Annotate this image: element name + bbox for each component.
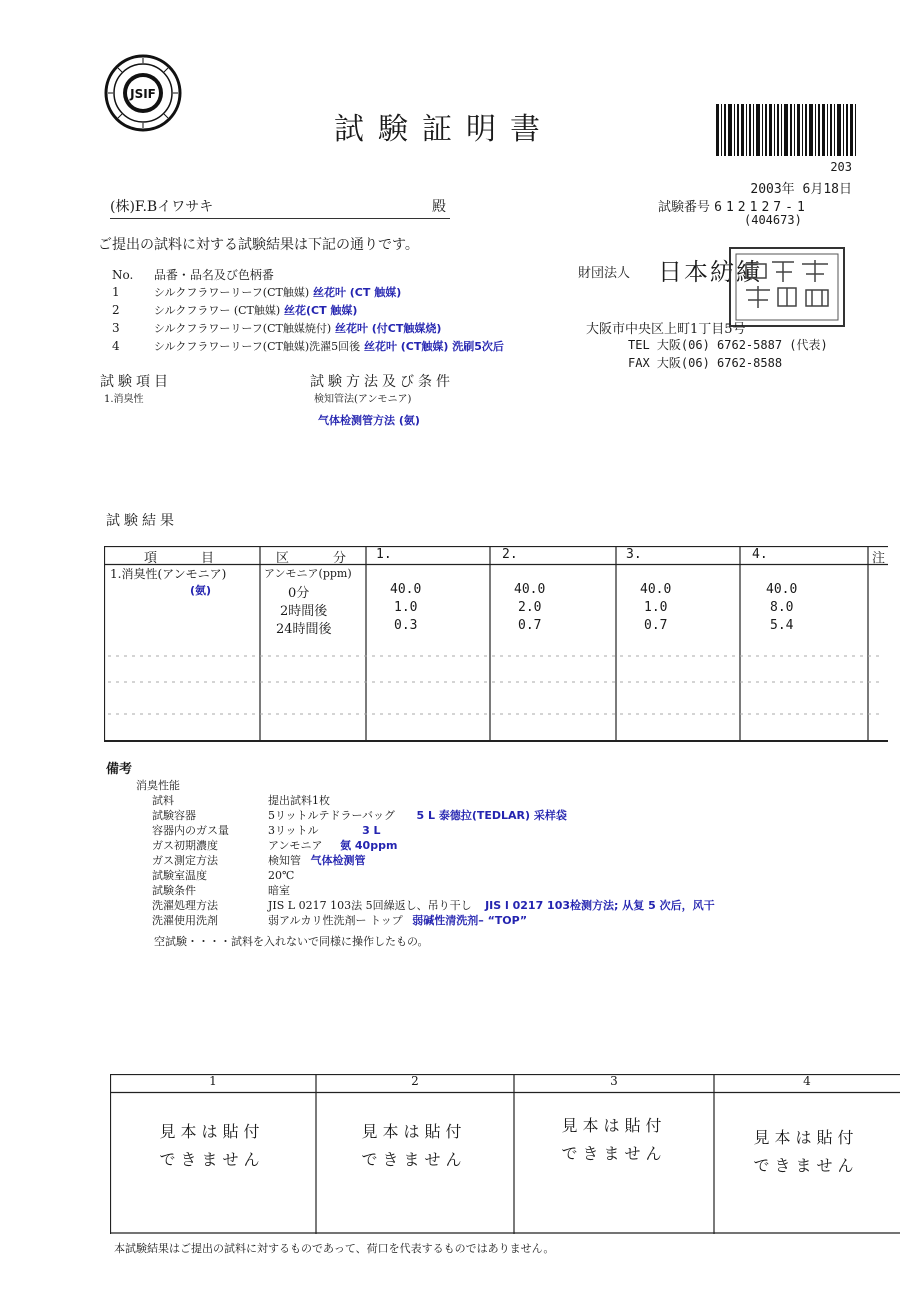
remark-label: 試験容器	[152, 809, 196, 822]
result-value: 40.0	[390, 582, 422, 597]
sample-col-1: 1	[209, 1074, 217, 1088]
sample-items-list	[112, 266, 504, 356]
remark-row	[152, 852, 715, 867]
test-method-zh: 气体检测管方法 (氨)	[318, 414, 420, 427]
seal-text: JSIF	[130, 87, 156, 101]
remark-row	[152, 822, 715, 837]
sample-line1: 見本は貼付	[561, 1116, 667, 1135]
remark-zh-right: 氨 40ppm	[340, 839, 398, 852]
result-value: 40.0	[766, 582, 798, 597]
remark-value: 検知管	[268, 854, 301, 867]
sample-line2: できません	[159, 1150, 265, 1169]
addressee-honorific: 殿	[432, 199, 446, 215]
list-item	[112, 284, 504, 302]
list-item	[112, 302, 504, 320]
org-fax: FAX 大阪(06) 6762-8588	[628, 356, 783, 370]
remark-row	[152, 792, 715, 807]
sample-cell-3	[516, 1112, 712, 1168]
item-name-jp: シルクフラワーリーフ(CT触媒焼付)	[153, 322, 332, 335]
remark-value: 暗室	[268, 884, 290, 897]
item-name-zh: 丝花(CT 触媒)	[284, 304, 358, 317]
test-item-value: 1.消臭性	[104, 394, 144, 405]
org-label: 財団法人	[578, 266, 631, 281]
org-name: 日本紡績	[658, 258, 762, 286]
remark-label: ガス初期濃度	[152, 839, 218, 852]
remark-value: 提出試料1枚	[268, 794, 330, 807]
result-value: 1.0	[644, 600, 668, 615]
result-value: 0.7	[518, 618, 542, 633]
item-no: 2	[112, 303, 120, 317]
test-method-heading: 試験方法及び条件	[310, 374, 454, 390]
remark-row	[152, 912, 715, 927]
document-title: 試験証明書	[334, 112, 554, 147]
result-value: 40.0	[514, 582, 546, 597]
org-tel: TEL 大阪(06) 6762-5887 (代表)	[628, 338, 828, 352]
test-number-label: 試験番号	[658, 200, 711, 215]
result-item-name: 1.消臭性(アンモニア)	[110, 567, 227, 581]
item-no: 4	[112, 339, 120, 353]
remark-label: ガス測定方法	[152, 854, 218, 867]
document-number: 203	[830, 160, 852, 174]
col-div-header: 区 分	[276, 551, 353, 566]
remark-zh-right: 5 L 泰德拉(TEDLAR) 采样袋	[416, 809, 567, 822]
col-header-1: 1.	[376, 547, 392, 562]
col-header-2: 2.	[502, 547, 518, 562]
test-method-value: 検知管法(アンモニア)	[314, 394, 412, 405]
remark-value: 5リットルテドラーバッグ	[268, 809, 396, 822]
remarks-title: 消臭性能	[136, 779, 180, 792]
footer-disclaimer: 本試験結果はご提出の試料に対するものであって、荷口を代表するものではありません。	[114, 1242, 555, 1255]
remark-label: 洗濯使用洗剤	[152, 914, 218, 927]
issue-date: 2003年 6月18日	[750, 182, 852, 197]
result-item-zh: (氨)	[190, 584, 212, 597]
remark-zh-right: 3 L	[362, 824, 381, 837]
result-value: 40.0	[640, 582, 672, 597]
remark-row	[152, 867, 715, 882]
sample-line1: 見本は貼付	[361, 1122, 467, 1141]
col-item-header: 項 目	[144, 551, 221, 566]
results-heading: 試験結果	[106, 513, 178, 529]
remark-row	[152, 882, 715, 897]
remarks-heading: 備考	[106, 762, 133, 777]
certification-seal	[104, 54, 182, 132]
test-sub-number: (404673)	[744, 213, 802, 227]
results-table	[104, 546, 888, 742]
result-unit: アンモニア(ppm)	[264, 567, 352, 580]
remark-label: 洗濯処理方法	[152, 899, 218, 912]
remark-value: 20℃	[268, 869, 295, 882]
item-name-zh: 丝花叶 (CT触媒) 洗刷5次后	[363, 340, 504, 353]
sample-col-4: 4	[803, 1074, 811, 1088]
remark-value: アンモニア	[268, 839, 323, 852]
item-name-jp: シルクフラワー (CT触媒)	[153, 304, 281, 317]
items-header-no: No.	[112, 268, 134, 282]
sample-line2: できません	[753, 1156, 859, 1175]
remark-label: 試験室温度	[152, 869, 207, 882]
sample-col-3: 3	[610, 1074, 618, 1088]
remark-value: 弱アルカリ性洗剤ー トップ	[268, 914, 403, 927]
addressee-name: (株)F.Bイワサキ	[110, 199, 214, 215]
result-value: 5.4	[770, 618, 794, 633]
remark-row	[152, 897, 715, 912]
remark-value: JIS L 0217 103法 5回繰返し、吊り干し	[268, 899, 472, 912]
col-header-3: 3.	[626, 547, 642, 562]
remark-label: 試験条件	[152, 884, 196, 897]
test-item-heading: 試験項目	[100, 374, 172, 390]
item-name-jp: シルクフラワーリーフ(CT触媒)洗濯5回後	[153, 340, 361, 353]
item-name-zh: 丝花叶 (付CT触媒烧)	[334, 322, 442, 335]
row-label-2: 24時間後	[276, 622, 332, 637]
remark-zh-right: 气体检测管	[310, 854, 366, 867]
sample-cell-4	[708, 1124, 900, 1180]
item-name-jp: シルクフラワーリーフ(CT触媒)	[153, 286, 310, 299]
sample-line1: 見本は貼付	[753, 1128, 859, 1147]
remark-value: 3リットル	[268, 824, 319, 837]
item-no: 1	[112, 285, 120, 299]
sample-line2: できません	[361, 1150, 467, 1169]
test-number-value: 612127-1	[714, 200, 809, 215]
list-item	[112, 320, 504, 338]
col-header-4: 4.	[752, 547, 768, 562]
item-no: 3	[112, 321, 120, 335]
remark-row	[152, 837, 715, 852]
remark-label: 容器内のガス量	[152, 824, 229, 837]
barcode	[716, 104, 856, 156]
row-label-0: 0分	[288, 586, 310, 601]
remarks-list	[152, 792, 715, 927]
result-value: 0.3	[394, 618, 418, 633]
sample-cell-2	[316, 1118, 512, 1174]
result-value: 8.0	[770, 600, 794, 615]
items-header-name: 品番・品名及び色柄番	[153, 268, 274, 282]
sample-cell-1	[114, 1118, 310, 1174]
sample-col-2: 2	[411, 1074, 419, 1088]
result-value: 2.0	[518, 600, 542, 615]
row-label-1: 2時間後	[280, 604, 328, 619]
intro-text: ご提出の試料に対する試験結果は下記の通りです。	[98, 237, 419, 253]
remark-zh-right: 弱碱性清洗剂– “TOP”	[412, 914, 528, 927]
result-value: 1.0	[394, 600, 418, 615]
items-header	[112, 266, 504, 284]
remark-zh-right: JIS l 0217 103检测方法; 从复 5 次后，风干	[485, 899, 715, 912]
sample-line1: 見本は貼付	[159, 1122, 265, 1141]
org-address: 大阪市中央区上町1丁目5号	[586, 322, 746, 337]
sample-table	[110, 1074, 900, 1234]
col-note-header: 注	[872, 551, 886, 566]
org-stamp	[728, 246, 846, 328]
remark-row	[152, 807, 715, 822]
remark-label: 試料	[152, 794, 174, 807]
list-item	[112, 338, 504, 356]
result-value: 0.7	[644, 618, 668, 633]
sample-line2: できません	[561, 1144, 667, 1163]
blank-test-note: 空試験・・・・試料を入れないで同様に操作したもの。	[154, 935, 429, 948]
addressee	[110, 196, 450, 219]
item-name-zh: 丝花叶 (CT 触媒)	[312, 286, 402, 299]
